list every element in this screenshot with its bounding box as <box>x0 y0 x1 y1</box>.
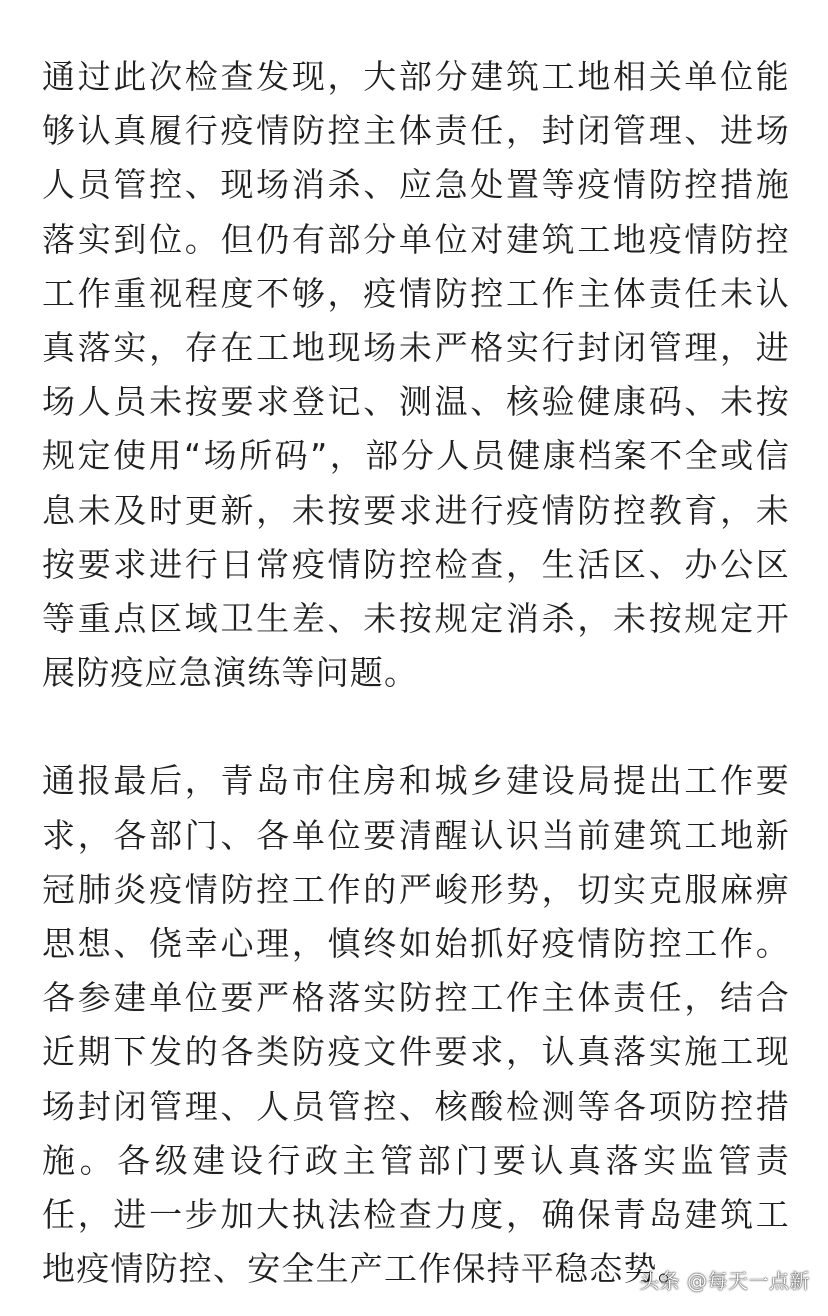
paragraph-inspection-findings: 通过此次检查发现，大部分建筑工地相关单位能够认真履行疫情防控主体责任，封闭管理、进场人员管控、现场消杀、应急处置等疫情防控措施落实到位。但仍有部分单位对建筑工地疫情防控工作重视程度不够，疫情防控工作主体责任未认真落实，存在工地现场未严格实行封闭管理，进场人员未按要求登记、测温、核验健康码、未按规定使用“场所码”，部分人员健康档案不全或信息未及时更新，未按要求进行疫情防控教育，未按要求进行日常疫情防控检查，生活区、办公区等重点区域卫生差、未按规定消杀，未按规定开展防疫应急演练等问题。 <box>42 57 790 693</box>
toutiao-watermark: 头条 @每天一点新 <box>639 1269 810 1293</box>
article-body <box>42 50 790 1296</box>
paragraph-work-requirements: 通报最后，青岛市住房和城乡建设局提出工作要求，各部门、各单位要清醒认识当前建筑工地新冠肺炎疫情防控工作的严峻形势，切实克服麻痹思想、侥幸心理，慎终如始抓好疫情防控工作。各参建单位要严格落实防控工作主体责任，结合近期下发的各类防疫文件要求，认真落实施工现场封闭管理、人员管控、核酸检测等各项防控措施。各级建设行政主管部门要认真落实监管责任，进一步加大执法检查力度，确保青岛建筑工地疫情防控、安全生产工作保持平稳态势。 <box>42 761 790 1289</box>
